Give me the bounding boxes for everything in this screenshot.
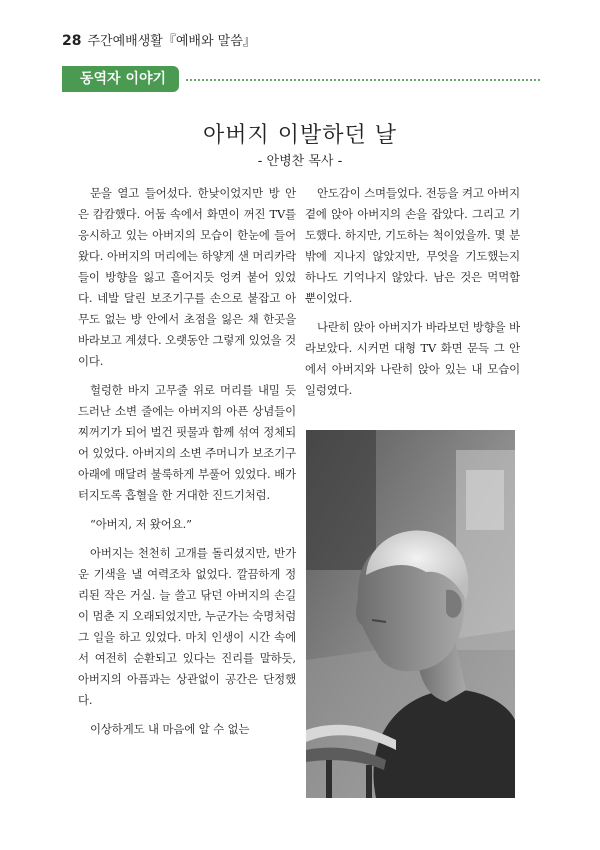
elderly-man-photo	[306, 430, 515, 798]
article-title: 아버지 이발하던 날	[202, 123, 397, 148]
paragraph: 문을 열고 들어섰다. 한낮이었지만 방 안은 캄캄했다. 어둠 속에서 화면이 꺼진 TV를 응시하고 있는 아버지의 모습이 한눈에 들어왔다. 아버지의 머리에는 하얗게 샌 머리카락들이 방향을 잃고 흩어지듯 엉켜 붙어 있었다. 네발 달린 보조기구를 손으로 붙잡고 아무도 없는 방 안에서 초점을 잃은 채 한곳을 바라보고 계셨다. 오랫동안 그렇게 있었을 것이다.	[78, 186, 296, 368]
photo-illustration	[306, 430, 515, 798]
left-column	[78, 183, 296, 748]
paragraph: 안도감이 스며들었다. 전등을 켜고 아버지 곁에 앉아 아버지의 손을 잡았다. 그리고 기도했다. 하지만, 기도하는 척이었을까. 몇 분밖에 지나지 않았지만, 무엇을 기도했는지 하나도 기억나지 않았다. 남은 것은 먹먹함뿐이었다.	[305, 186, 520, 305]
paragraph: 나란히 앉아 아버지가 바라보던 방향을 바라보았다. 시커먼 대형 TV 화면 문득 그 안에서 아버지와 나란히 앉아 있는 내 모습이 일렁였다.	[305, 320, 520, 397]
paragraph: 헐렁한 바지 고무줄 위로 머리를 내밀 듯 드러난 소변 줄에는 아버지의 아픈 상념들이 찌꺼기가 되어 벌건 핏물과 함께 섞여 정체되어 있었다. 아버지의 소변 주머니가 보조기구 아래에 매달려 불룩하게 부풀어 있었다. 배가 터지도록 흡혈을 한 거대한 진드기처럼.	[78, 383, 296, 502]
running-header	[62, 30, 256, 49]
section-tag: 동역자 이야기	[62, 66, 179, 92]
paragraph: 이상하게도 내 마음에 알 수 없는	[90, 722, 250, 736]
section-dotted-rule	[186, 79, 540, 81]
section-banner	[62, 66, 540, 92]
paragraph: 아버지는 천천히 고개를 돌리셨지만, 반가운 기색을 낼 여력조차 없었다. 깔끔하게 정리된 작은 거실. 늘 쓸고 닦던 아버지의 손길이 멈춘 지 오래되었지만, 누군가는 숙명처럼 그 일을 하고 있었다. 마치 인생이 시간 속에서 여전히 순환되고 있다는 진리를 말하듯, 아버지의 아픔과는 상관없이 공간은 단정했다.	[78, 546, 296, 707]
paragraph: “아버지, 저 왔어요.”	[90, 517, 192, 531]
page-number: 28	[62, 33, 82, 49]
publication-title: 주간예배생활『예배와 말씀』	[87, 34, 256, 49]
right-column	[305, 183, 520, 409]
article-author: - 안병찬 목사 -	[257, 154, 343, 169]
